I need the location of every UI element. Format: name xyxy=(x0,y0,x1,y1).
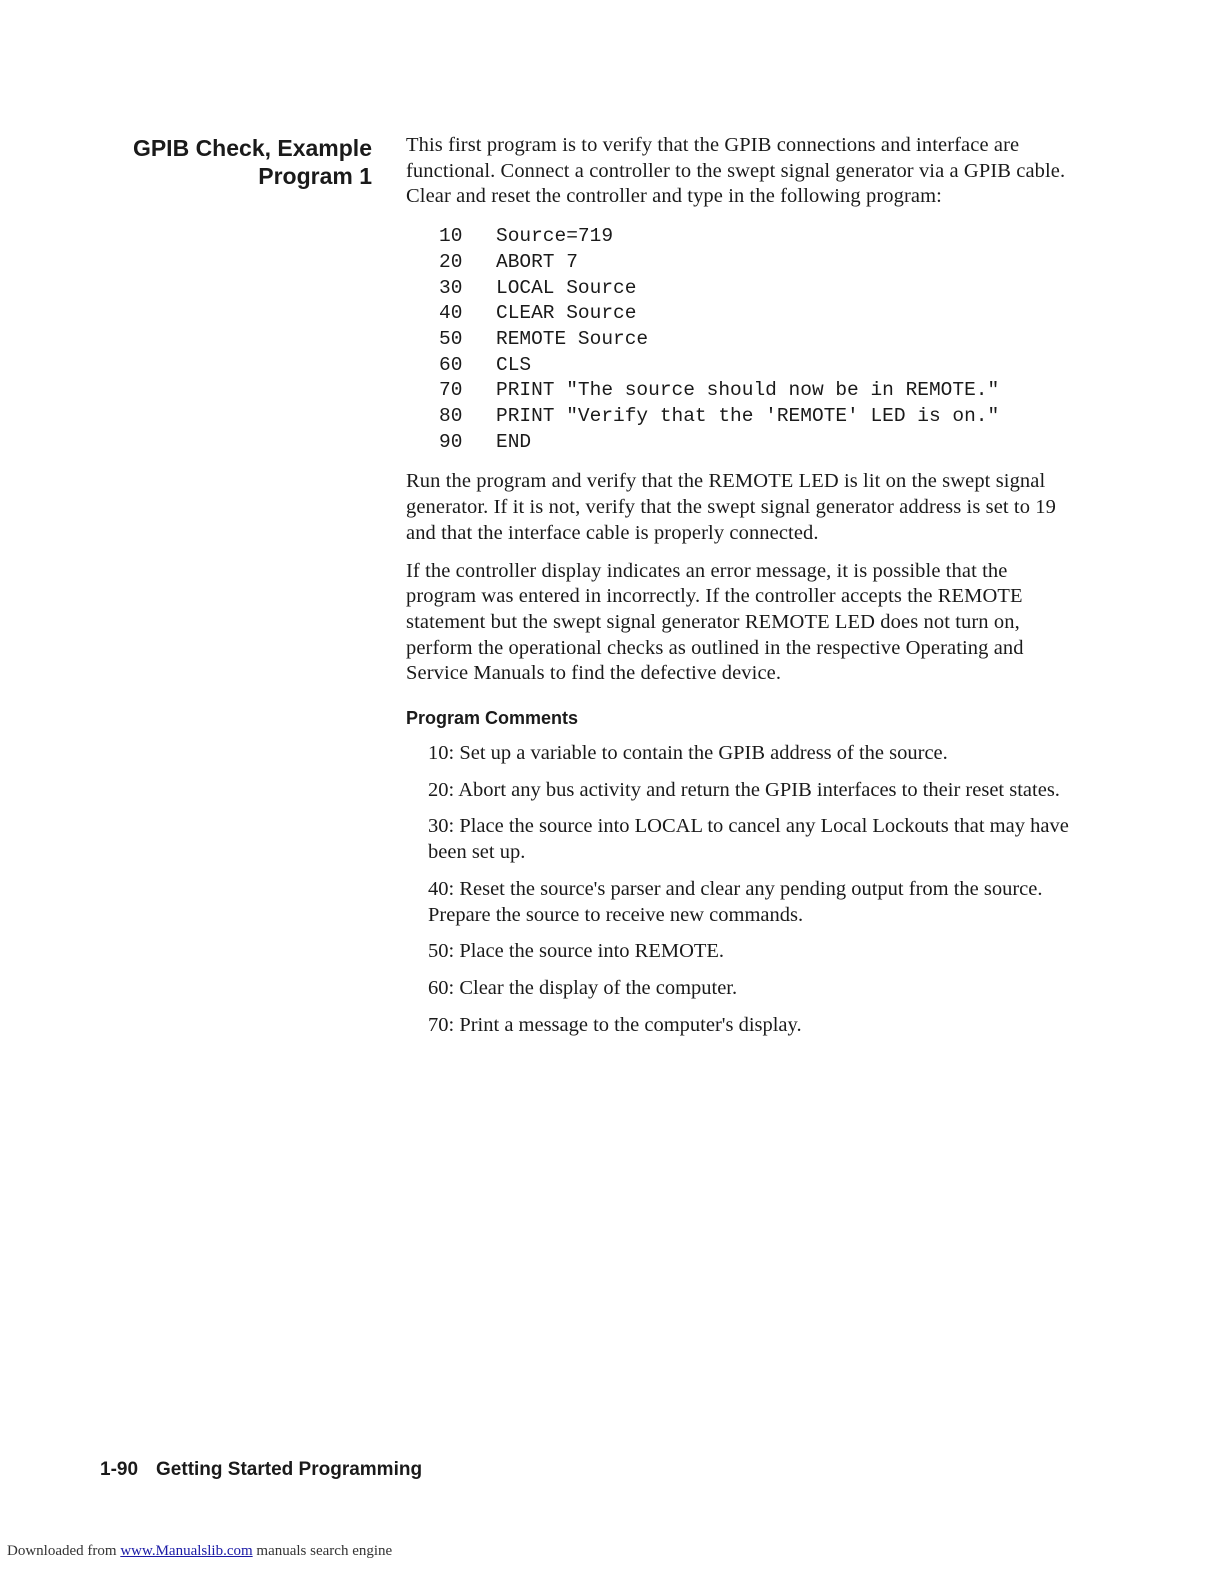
line-code: LOCAL Source xyxy=(496,276,637,299)
line-number: 20 xyxy=(439,250,463,273)
comment-item: 10: Set up a variable to contain the GPIB address of the source. xyxy=(428,742,948,765)
section-heading-line-2: Program 1 xyxy=(258,163,372,189)
comment-item: 20: Abort any bus activity and return the GPIB interfaces to their reset states. xyxy=(428,778,1060,801)
comment-item: 40: Reset the source's parser and clear any pending output from the source. Prepare the source to receive new commands. xyxy=(428,877,1043,926)
line-code: CLS xyxy=(496,353,532,376)
line-number: 70 xyxy=(439,379,463,402)
page-number: 1-90 xyxy=(100,1459,139,1480)
program-line xyxy=(439,224,1074,250)
line-number: 80 xyxy=(439,405,463,428)
comment-item: 30: Place the source into LOCAL to cancel any Local Lockouts that may have been set up. xyxy=(428,815,1069,864)
program-line xyxy=(439,250,1074,276)
line-number: 60 xyxy=(439,353,463,376)
page-footer xyxy=(100,1458,422,1482)
line-code: PRINT "The source should now be in REMOTE." xyxy=(496,379,1000,402)
line-code: END xyxy=(496,430,532,453)
main-content xyxy=(406,133,1074,1049)
line-code: REMOTE Source xyxy=(496,327,649,350)
program-line xyxy=(439,430,1074,456)
program-line xyxy=(439,276,1074,302)
program-line xyxy=(439,353,1074,379)
download-note xyxy=(7,1542,392,1560)
program-comments-list xyxy=(428,741,1074,1038)
program-line xyxy=(439,301,1074,327)
section-heading-line-1: GPIB Check, Example xyxy=(132,135,372,161)
program-line xyxy=(439,327,1074,353)
manualslib-link[interactable]: www.Manualslib.com xyxy=(120,1543,253,1559)
comment-item: 50: Place the source into REMOTE. xyxy=(428,940,725,963)
program-listing xyxy=(439,224,1074,455)
line-code: ABORT 7 xyxy=(496,250,578,273)
run-paragraph: Run the program and verify that the REMOTE LED is lit on the swept signal generator. If it is not, verify that the swept signal generator address is set to 19 and that the interface cable is properly connected. xyxy=(406,470,1056,544)
line-number: 10 xyxy=(439,225,463,248)
line-number: 90 xyxy=(439,430,463,453)
line-number: 40 xyxy=(439,302,463,325)
intro-paragraph: This first program is to verify that the GPIB connections and interface are functional. Connect a controller to the swept signal generator via a GPIB cable. Clear and reset the controller and type in the following program: xyxy=(406,134,1066,208)
footer-section-title: Getting Started Programming xyxy=(156,1459,423,1480)
error-paragraph: If the controller display indicates an error message, it is possible that the program was entered in incorrectly. If the controller accepts the REMOTE statement but the swept signal generator REMOTE LED does not turn on, perform the operational checks as outlined in the respective Operating and Service Manuals to find the defective device. xyxy=(406,559,1024,685)
section-heading xyxy=(60,134,372,190)
line-code: Source=719 xyxy=(496,225,614,248)
comment-item: 70: Print a message to the computer's display. xyxy=(428,1013,802,1036)
download-prefix: Downloaded from xyxy=(7,1543,117,1559)
line-code: CLEAR Source xyxy=(496,302,637,325)
line-code: PRINT "Verify that the 'REMOTE' LED is on." xyxy=(496,405,1000,428)
line-number: 30 xyxy=(439,276,463,299)
line-number: 50 xyxy=(439,327,463,350)
download-suffix: manuals search engine xyxy=(256,1543,393,1559)
program-line xyxy=(439,378,1074,404)
program-line xyxy=(439,404,1074,430)
program-comments-heading: Program Comments xyxy=(406,708,579,729)
comment-item: 60: Clear the display of the computer. xyxy=(428,976,738,999)
